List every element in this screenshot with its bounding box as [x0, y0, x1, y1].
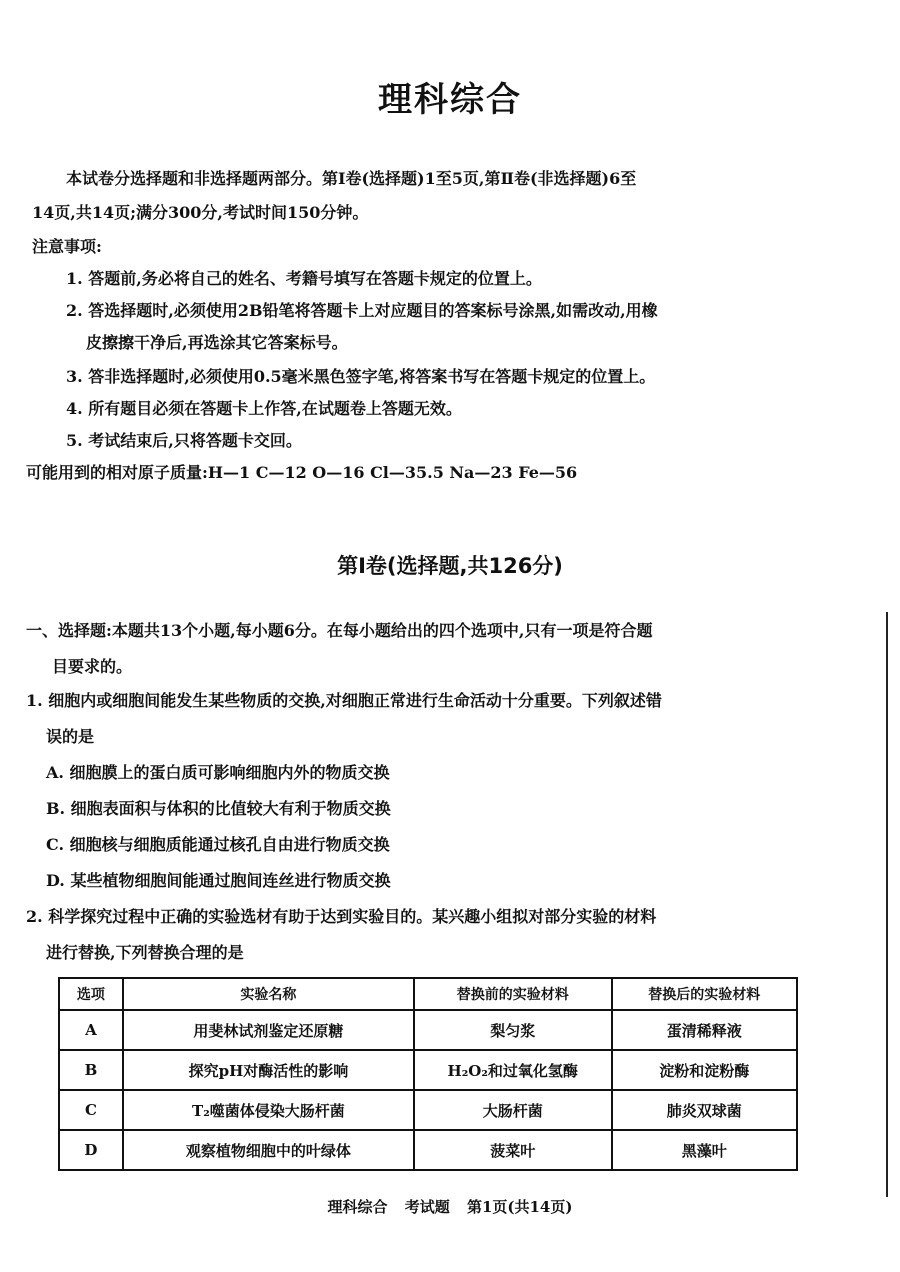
atomic-masses: 可能用到的相对原子质量:H—1 C—12 O—16 Cl—35.5 Na—23 Fe—56	[26, 463, 578, 482]
header-experiment-name: 实验名称	[123, 978, 414, 1010]
table-header-row	[59, 978, 797, 1010]
cell-option: B	[59, 1050, 123, 1090]
question-1-option-b: B. 细胞表面积与体积的比值较大有利于物质交换	[46, 799, 391, 818]
question-2-stem: 2. 科学探究过程中正确的实验选材有助于达到实验目的。某兴趣小组拟对部分实验的材料	[26, 907, 657, 926]
table-row	[59, 1010, 797, 1050]
intro-line-2: 14页,共14页;满分300分,考试时间150分钟。	[32, 203, 369, 222]
cell-material-after: 肺炎双球菌	[612, 1090, 798, 1130]
header-option: 选项	[59, 978, 123, 1010]
note-item-continuation: 皮擦擦干净后,再选涂其它答案标号。	[86, 333, 348, 352]
note-item: 2. 答选择题时,必须使用2B铅笔将答题卡上对应题目的答案标号涂黑,如需改动,用橡	[66, 301, 658, 320]
table-row	[59, 1090, 797, 1130]
cell-material-after: 蛋清稀释液	[612, 1010, 798, 1050]
cell-material-before: 菠菜叶	[414, 1130, 612, 1170]
section-title: 第Ⅰ卷(选择题,共126分)	[337, 554, 563, 578]
intro-line-1: 本试卷分选择题和非选择题两部分。第Ⅰ卷(选择题)1至5页,第Ⅱ卷(非选择题)6至	[66, 169, 637, 188]
note-item: 3. 答非选择题时,必须使用0.5毫米黑色签字笔,将答案书写在答题卡规定的位置上。	[66, 367, 656, 386]
question-1-option-d: D. 某些植物细胞间能通过胞间连丝进行物质交换	[46, 871, 391, 890]
cell-experiment-name: 用斐林试剂鉴定还原糖	[123, 1010, 414, 1050]
note-item: 5. 考试结束后,只将答题卡交回。	[66, 431, 302, 450]
cell-material-before: 大肠杆菌	[414, 1090, 612, 1130]
table-row	[59, 1050, 797, 1090]
table-row	[59, 1130, 797, 1170]
header-material-after: 替换后的实验材料	[612, 978, 798, 1010]
cell-material-before: 梨匀浆	[414, 1010, 612, 1050]
cell-option: D	[59, 1130, 123, 1170]
binding-margin-line	[886, 612, 888, 1197]
question-1-stem: 1. 细胞内或细胞间能发生某些物质的交换,对细胞正常进行生命活动十分重要。下列叙述错	[26, 691, 662, 710]
cell-experiment-name: 观察植物细胞中的叶绿体	[123, 1130, 414, 1170]
experiment-table	[58, 977, 798, 1171]
cell-option: A	[59, 1010, 123, 1050]
cell-material-before: H₂O₂和过氧化氢酶	[414, 1050, 612, 1090]
part-one-instructions-cont: 目要求的。	[52, 657, 133, 676]
question-2-stem-cont: 进行替换,下列替换合理的是	[46, 943, 244, 962]
note-item: 1. 答题前,务必将自己的姓名、考籍号填写在答题卡规定的位置上。	[66, 269, 542, 288]
header-material-before: 替换前的实验材料	[414, 978, 612, 1010]
note-item: 4. 所有题目必须在答题卡上作答,在试题卷上答题无效。	[66, 399, 462, 418]
cell-experiment-name: 探究pH对酶活性的影响	[123, 1050, 414, 1090]
page-footer: 理科综合 考试题 第1页(共14页)	[327, 1198, 573, 1216]
cell-material-after: 黑藻叶	[612, 1130, 798, 1170]
question-1-option-a: A. 细胞膜上的蛋白质可影响细胞内外的物质交换	[46, 763, 390, 782]
cell-material-after: 淀粉和淀粉酶	[612, 1050, 798, 1090]
page-title: 理科综合	[378, 80, 522, 120]
notes-heading: 注意事项:	[32, 237, 102, 256]
cell-experiment-name: T₂噬菌体侵染大肠杆菌	[123, 1090, 414, 1130]
question-1-stem-cont: 误的是	[46, 727, 95, 746]
question-1-option-c: C. 细胞核与细胞质能通过核孔自由进行物质交换	[46, 835, 390, 854]
cell-option: C	[59, 1090, 123, 1130]
part-one-instructions: 一、选择题:本题共13个小题,每小题6分。在每小题给出的四个选项中,只有一项是符合题	[26, 621, 653, 640]
